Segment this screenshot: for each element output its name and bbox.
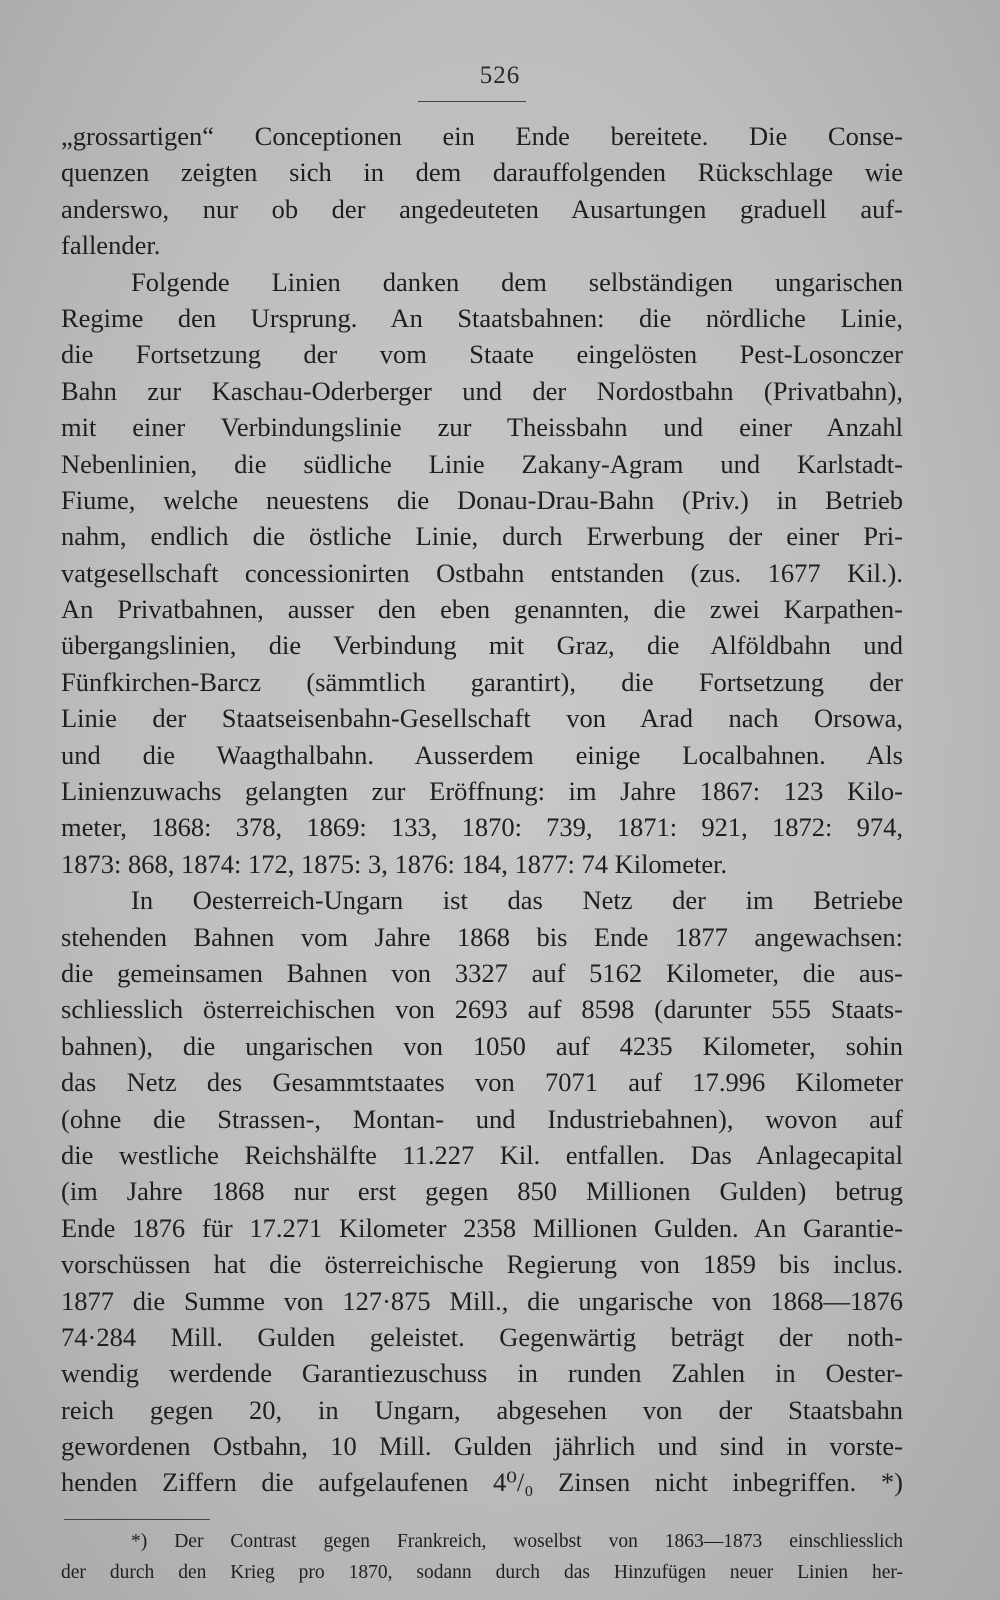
footnote-line: der durch den Krieg pro 1870, sodann durch das Hinzufügen neuer Linien her- [61,1562,903,1583]
text-line: In Oesterreich-Ungarn ist das Netz der im Betriebe [131,885,903,916]
text-line: (ohne die Strassen-, Montan- und Industriebahnen), wovon auf [61,1103,903,1134]
text-line: 1877 die Summe von 127·875 Mill., die ungarische von 1868—1876 [61,1285,903,1316]
text-line: stehenden Bahnen vom Jahre 1868 bis Ende 1877 angewachsen: [61,921,903,952]
text-line: bahnen), die ungarischen von 1050 auf 4235 Kilometer, sohin [61,1030,903,1061]
page-number: 526 [479,62,521,89]
body-text [61,118,903,1501]
text-line: Nebenlinien, die südliche Linie Zakany-Agram und Karlstadt- [61,448,903,479]
text-line: und die Waagthalbahn. Ausserdem einige Localbahnen. Als [61,739,903,770]
text-line: nahm, endlich die östliche Linie, durch Erwerbung der einer Pri- [61,521,903,552]
page-number-rule [418,101,526,102]
footnote [61,1526,903,1588]
text-line: mit einer Verbindungslinie zur Theissbahn und einer Anzahl [61,412,903,443]
text-line: Regime den Ursprung. An Staatsbahnen: die nördliche Linie, [61,302,903,333]
text-line: An Privatbahnen, ausser den eben genannten, die zwei Karpathen- [61,594,903,625]
footnote-rule [64,1519,210,1520]
text-line: übergangslinien, die Verbindung mit Graz, die Alföldbahn und [61,630,903,661]
text-line: meter, 1868: 378, 1869: 133, 1870: 739, 1871: 921, 1872: 974, [61,812,903,843]
text-line: Fiume, welche neuestens die Donau-Drau-Bahn (Priv.) in Betrieb [61,484,903,515]
text-line: Folgende Linien danken dem selbständigen ungarischen [131,266,903,297]
text-line: die gemeinsamen Bahnen von 3327 auf 5162 Kilometer, die aus- [61,957,903,988]
text-line: vatgesellschaft concessionirten Ostbahn entstanden (zus. 1677 Kil.). [61,557,903,588]
footnote-line: *) Der Contrast gegen Frankreich, woselbst von 1863—1873 einschliesslich [131,1531,903,1552]
text-line: vorschüssen hat die österreichische Regierung von 1859 bis inclus. [61,1249,903,1280]
text-line: quenzen zeigten sich in dem darauffolgenden Rückschlage wie [61,157,903,188]
text-line: schliesslich österreichischen von 2693 auf 8598 (darunter 555 Staats- [61,994,903,1025]
text-line: Fünfkirchen-Barcz (sämmtlich garantirt), die Fortsetzung der [61,666,903,697]
text-line: wendig werdende Garantiezuschuss in runden Zahlen in Oester- [61,1358,903,1389]
text-line: Ende 1876 für 17.271 Kilometer 2358 Millionen Gulden. An Garantie- [61,1212,903,1243]
text-line: fallender. [61,230,161,261]
text-line: das Netz des Gesammtstaates von 7071 auf 17.996 Kilometer [61,1067,903,1098]
text-line: henden Ziffern die aufgelaufenen 4⁰/₀ Zinsen nicht inbegriffen. *) [61,1467,903,1498]
text-line: die Fortsetzung der vom Staate eingelösten Pest-Losonczer [61,339,903,370]
text-line: Linie der Staatseisenbahn-Gesellschaft von Arad nach Orsowa, [61,703,903,734]
text-line: gewordenen Ostbahn, 10 Mill. Gulden jährlich und sind in vorste- [61,1431,903,1462]
text-line: „grossartigen“ Conceptionen ein Ende bereitete. Die Conse- [61,121,903,151]
text-line: reich gegen 20, in Ungarn, abgesehen von der Staatsbahn [61,1394,903,1425]
text-line: Linienzuwachs gelangten zur Eröffnung: im Jahre 1867: 123 Kilo- [61,776,903,807]
text-line: (im Jahre 1868 nur erst gegen 850 Millionen Gulden) betrug [61,1176,903,1207]
text-line: anderswo, nur ob der angedeuteten Ausartungen graduell auf- [61,193,903,224]
text-line: 74·284 Mill. Gulden geleistet. Gegenwärtig beträgt der noth- [61,1321,903,1352]
text-line: die westliche Reichshälfte 11.227 Kil. entfallen. Das Anlagecapital [61,1139,903,1170]
text-line: 1873: 868, 1874: 172, 1875: 3, 1876: 184, 1877: 74 Kilometer. [61,848,728,879]
text-line: Bahn zur Kaschau-Oderberger und der Nordostbahn (Privatbahn), [61,375,903,406]
